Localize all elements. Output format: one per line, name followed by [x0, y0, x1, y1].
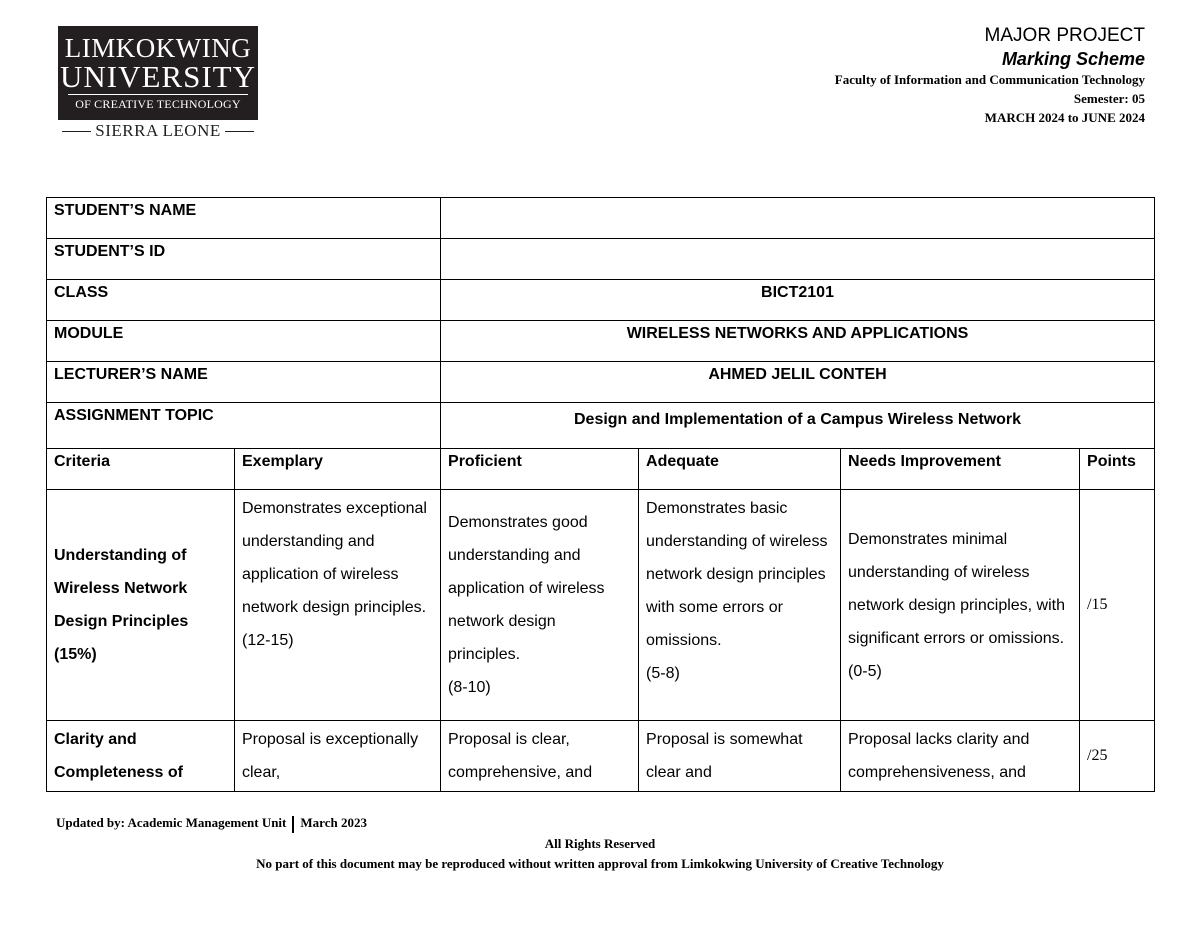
footer-rights: All Rights Reserved	[544, 836, 656, 851]
needs-improvement-cell	[841, 490, 1080, 721]
university-logo	[58, 26, 258, 142]
logo-block	[58, 26, 258, 120]
exemplary-cell	[235, 490, 441, 721]
adequate-cell: Proposal is somewhat clear and	[639, 721, 841, 792]
logo-line-3: OF CREATIVE TECHNOLOGY	[75, 97, 241, 111]
period-label: MARCH 2024 to JUNE 2024	[984, 110, 1145, 125]
proficient-cell: Proposal is clear, comprehensive, and	[441, 721, 639, 792]
logo-line-2: UNIVERSITY	[60, 59, 256, 94]
proficient-cell	[441, 490, 639, 721]
topic-row	[47, 403, 1155, 449]
logo-subtitle	[58, 120, 258, 142]
document-subtitle: Marking Scheme	[1001, 49, 1145, 69]
exemplary-cell: Proposal is exceptionally clear,	[235, 721, 441, 792]
rubric-header-row	[47, 449, 1155, 490]
needs-improvement-cell: Proposal lacks clarity and comprehensiveness, and	[841, 721, 1080, 792]
logo-sub-text: SIERRA LEONE	[95, 121, 221, 140]
adequate-range: (5-8)	[646, 665, 680, 682]
footer-notice: No part of this document may be reproduced without written approval from Limkokwing University of Creative Technology	[256, 856, 944, 871]
lecturer-row	[47, 362, 1155, 403]
student-id-label: STUDENT’S ID	[47, 239, 441, 280]
footer-updated-by: Updated by: Academic Management Unit	[56, 815, 287, 830]
student-id-row	[47, 239, 1155, 280]
class-row	[47, 280, 1155, 321]
student-id-field[interactable]	[441, 239, 1155, 280]
student-name-label: STUDENT’S NAME	[47, 198, 441, 239]
logo-divider	[68, 94, 248, 95]
header-points: Points	[1080, 449, 1155, 490]
logo-dash-left	[62, 131, 91, 132]
adequate-cell	[639, 490, 841, 721]
header-needs-improvement: Needs Improvement	[841, 449, 1080, 490]
document-title: MAJOR PROJECT	[984, 25, 1145, 46]
header-criteria: Criteria	[47, 449, 235, 490]
points-cell[interactable]: /15	[1080, 490, 1155, 721]
lecturer-value: AHMED JELIL CONTEH	[441, 362, 1155, 403]
adequate-text: Demonstrates basic understanding of wireless network design principles with some errors or omissions.	[646, 500, 828, 649]
logo-line-1: LIMKOKWING	[64, 33, 252, 63]
exemplary-text: Demonstrates exceptional understanding and application of wireless network design principles.	[242, 500, 427, 616]
header-adequate: Adequate	[639, 449, 841, 490]
exemplary-range: (12-15)	[242, 632, 294, 649]
semester-label: Semester: 05	[1073, 91, 1145, 106]
proficient-text: Demonstrates good understanding and application of wireless network design principles.	[448, 514, 605, 663]
module-label: MODULE	[47, 321, 441, 362]
student-name-row	[47, 198, 1155, 239]
needs-improvement-range: (0-5)	[848, 662, 882, 680]
document-header	[835, 24, 1145, 127]
proficient-range: (8-10)	[448, 679, 491, 696]
header-exemplary: Exemplary	[235, 449, 441, 490]
marking-scheme-table	[46, 197, 1155, 792]
rubric-row	[47, 721, 1155, 792]
student-name-field[interactable]	[441, 198, 1155, 239]
topic-label: ASSIGNMENT TOPIC	[47, 403, 441, 449]
topic-value: Design and Implementation of a Campus Wireless Network	[441, 403, 1155, 449]
needs-improvement-text: Demonstrates minimal understanding of wireless network design principles, with significant errors or omissions.	[848, 530, 1066, 647]
logo-dash-right	[225, 131, 254, 132]
faculty-name: Faculty of Information and Communication Technology	[834, 72, 1145, 87]
points-cell[interactable]: /25	[1080, 721, 1155, 792]
criteria-cell: Understanding of Wireless Network Design Principles (15%)	[47, 490, 235, 721]
class-label: CLASS	[47, 280, 441, 321]
class-value: BICT2101	[441, 280, 1155, 321]
footer-date: March 2023	[300, 815, 367, 830]
criteria-cell: Clarity and Completeness of	[47, 721, 235, 792]
module-row	[47, 321, 1155, 362]
header-proficient: Proficient	[441, 449, 639, 490]
rubric-row	[47, 490, 1155, 721]
footer-separator	[292, 816, 294, 833]
footer-updated	[56, 815, 367, 833]
module-value: WIRELESS NETWORKS AND APPLICATIONS	[441, 321, 1155, 362]
lecturer-label: LECTURER’S NAME	[47, 362, 441, 403]
